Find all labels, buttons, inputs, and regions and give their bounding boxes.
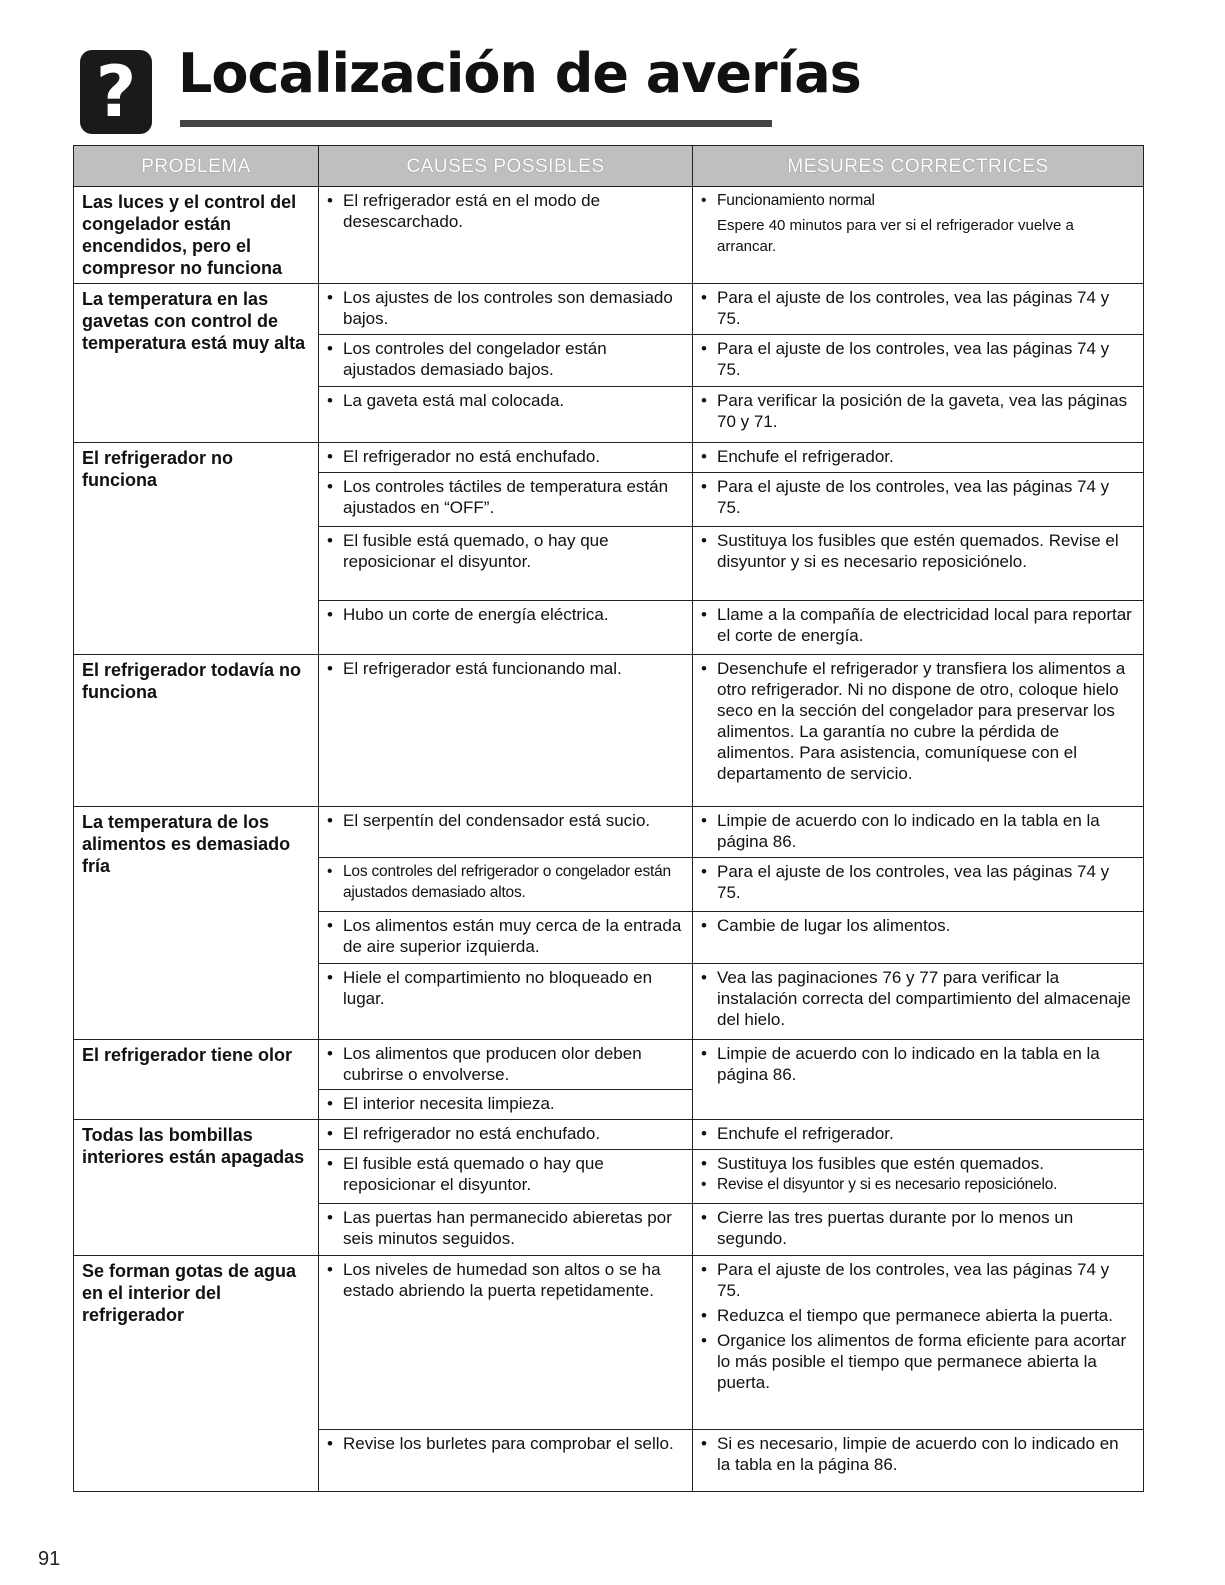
cause-cell: • El interior necesita limpieza. [319, 1090, 693, 1120]
solution-cell: • Si es necesario, limpie de acuerdo con lo indicado en la tabla en la página 86. [693, 1430, 1144, 1492]
cause-cell: • Los ajustes de los controles son demasiado bajos. [319, 284, 693, 335]
table-row [74, 187, 1144, 284]
solution-cell: • Cierre las tres puertas durante por lo menos un segundo. [693, 1204, 1144, 1256]
problem-cell: La temperatura en las gavetas con control de temperatura está muy alta [74, 284, 319, 443]
title-underline [180, 120, 772, 127]
solution-cell: • Limpie de acuerdo con lo indicado en la tabla en la página 86. [693, 1040, 1144, 1120]
solution-cell: • Vea las paginaciones 76 y 77 para verificar la instalación correcta del compartimiento del almacenaje del hielo. [693, 964, 1144, 1040]
cause-cell: • Revise los burletes para comprobar el sello. [319, 1430, 693, 1492]
solution-cell: • Funcionamiento normal Espere 40 minutos para ver si el refrigerador vuelve a arrancar. [693, 187, 1144, 284]
column-header-solutions: MESURES CORRECTRICES [693, 146, 1144, 187]
table-row [74, 1256, 1144, 1430]
table-row [74, 807, 1144, 858]
cause-cell: • Las puertas han permanecido abieretas por seis minutos seguidos. [319, 1204, 693, 1256]
problem-cell: La temperatura de los alimentos es demasiado fría [74, 807, 319, 1040]
solution-cell: • Para el ajuste de los controles, vea las páginas 74 y 75. [693, 858, 1144, 912]
solution-cell: • Desenchufe el refrigerador y transfiera los alimentos a otro refrigerador. Ni no dispone de otro, coloque hielo seco en la sección del congelador para preservar los alimentos. La garantía no cubre la pérdida de alimentos. Para asistencia, comuníquese con el departamento de servicio. [693, 655, 1144, 807]
solution-cell: • Cambie de lugar los alimentos. [693, 912, 1144, 964]
solution-cell: • Limpie de acuerdo con lo indicado en la tabla en la página 86. [693, 807, 1144, 858]
table-row [74, 1120, 1144, 1150]
solution-cell: • Enchufe el refrigerador. [693, 1120, 1144, 1150]
problem-cell: Las luces y el control del congelador están encendidos, pero el compresor no funciona [74, 187, 319, 284]
cause-cell: • El serpentín del condensador está sucio. [319, 807, 693, 858]
question-mark-icon: ? [80, 50, 152, 134]
solution-note: Espere 40 minutos para ver si el refrigerador vuelve a arrancar. [717, 217, 1074, 255]
table-row [74, 1040, 1144, 1090]
cause-cell: • La gaveta está mal colocada. [319, 387, 693, 443]
cause-cell: • Hiele el compartimiento no bloqueado en lugar. [319, 964, 693, 1040]
solution-cell: • Para el ajuste de los controles, vea las páginas 74 y 75. [693, 473, 1144, 527]
solution-cell: • Enchufe el refrigerador. [693, 443, 1144, 473]
problem-cell: El refrigerador todavía no funciona [74, 655, 319, 807]
cause-cell: • Hubo un corte de energía eléctrica. [319, 601, 693, 655]
cause-cell: • Los alimentos que producen olor deben cubrirse o envolverse. [319, 1040, 693, 1090]
table-row [74, 284, 1144, 335]
cause-cell: • El refrigerador está en el modo de desescarchado. [319, 187, 693, 284]
cause-cell: • Los controles del congelador están ajustados demasiado bajos. [319, 335, 693, 387]
problem-cell: El refrigerador tiene olor [74, 1040, 319, 1120]
solution-cell: • Sustituya los fusibles que estén quemados. Revise el disyuntor y si es necesario reposiciónelo. [693, 527, 1144, 601]
table-header-row [74, 146, 1144, 187]
problem-cell: El refrigerador no funciona [74, 443, 319, 655]
column-header-problem: PROBLEMA [74, 146, 319, 187]
column-header-causes: CAUSES POSSIBLES [319, 146, 693, 187]
page-title: Localización de averías [178, 42, 861, 105]
solution-cell: • Sustituya los fusibles que estén quemados. • Revise el disyuntor y si es necesario reposiciónelo. [693, 1150, 1144, 1204]
cause-cell: • Los controles del refrigerador o congelador están ajustados demasiado altos. [319, 858, 693, 912]
solution-cell: • Para verificar la posición de la gaveta, vea las páginas 70 y 71. [693, 387, 1144, 443]
table-row [74, 443, 1144, 473]
cause-cell: • El refrigerador no está enchufado. [319, 443, 693, 473]
cause-cell: • El fusible está quemado o hay que reposicionar el disyuntor. [319, 1150, 693, 1204]
cause-cell: • Los niveles de humedad son altos o se ha estado abriendo la puerta repetidamente. [319, 1256, 693, 1430]
cause-cell: • Los controles táctiles de temperatura están ajustados en “OFF”. [319, 473, 693, 527]
cause-cell: • El fusible está quemado, o hay que reposicionar el disyuntor. [319, 527, 693, 601]
solution-cell: • Para el ajuste de los controles, vea las páginas 74 y 75. [693, 284, 1144, 335]
page-header [80, 42, 861, 142]
problem-cell: Todas las bombillas interiores están apagadas [74, 1120, 319, 1256]
problem-cell: Se forman gotas de agua en el interior del refrigerador [74, 1256, 319, 1492]
page-number: 91 [38, 1548, 61, 1570]
troubleshooting-table [73, 145, 1144, 1492]
cause-cell: • El refrigerador está funcionando mal. [319, 655, 693, 807]
solution-cell: • Para el ajuste de los controles, vea las páginas 74 y 75. • Reduzca el tiempo que permanece abierta la puerta. • Organice los alimentos de forma eficiente para acortar lo más posible el tiempo que permanece abierta la puerta. [693, 1256, 1144, 1430]
table-row [74, 655, 1144, 807]
solution-cell: • Para el ajuste de los controles, vea las páginas 74 y 75. [693, 335, 1144, 387]
cause-cell: • El refrigerador no está enchufado. [319, 1120, 693, 1150]
solution-cell: • Llame a la compañía de electricidad local para reportar el corte de energía. [693, 601, 1144, 655]
cause-cell: • Los alimentos están muy cerca de la entrada de aire superior izquierda. [319, 912, 693, 964]
